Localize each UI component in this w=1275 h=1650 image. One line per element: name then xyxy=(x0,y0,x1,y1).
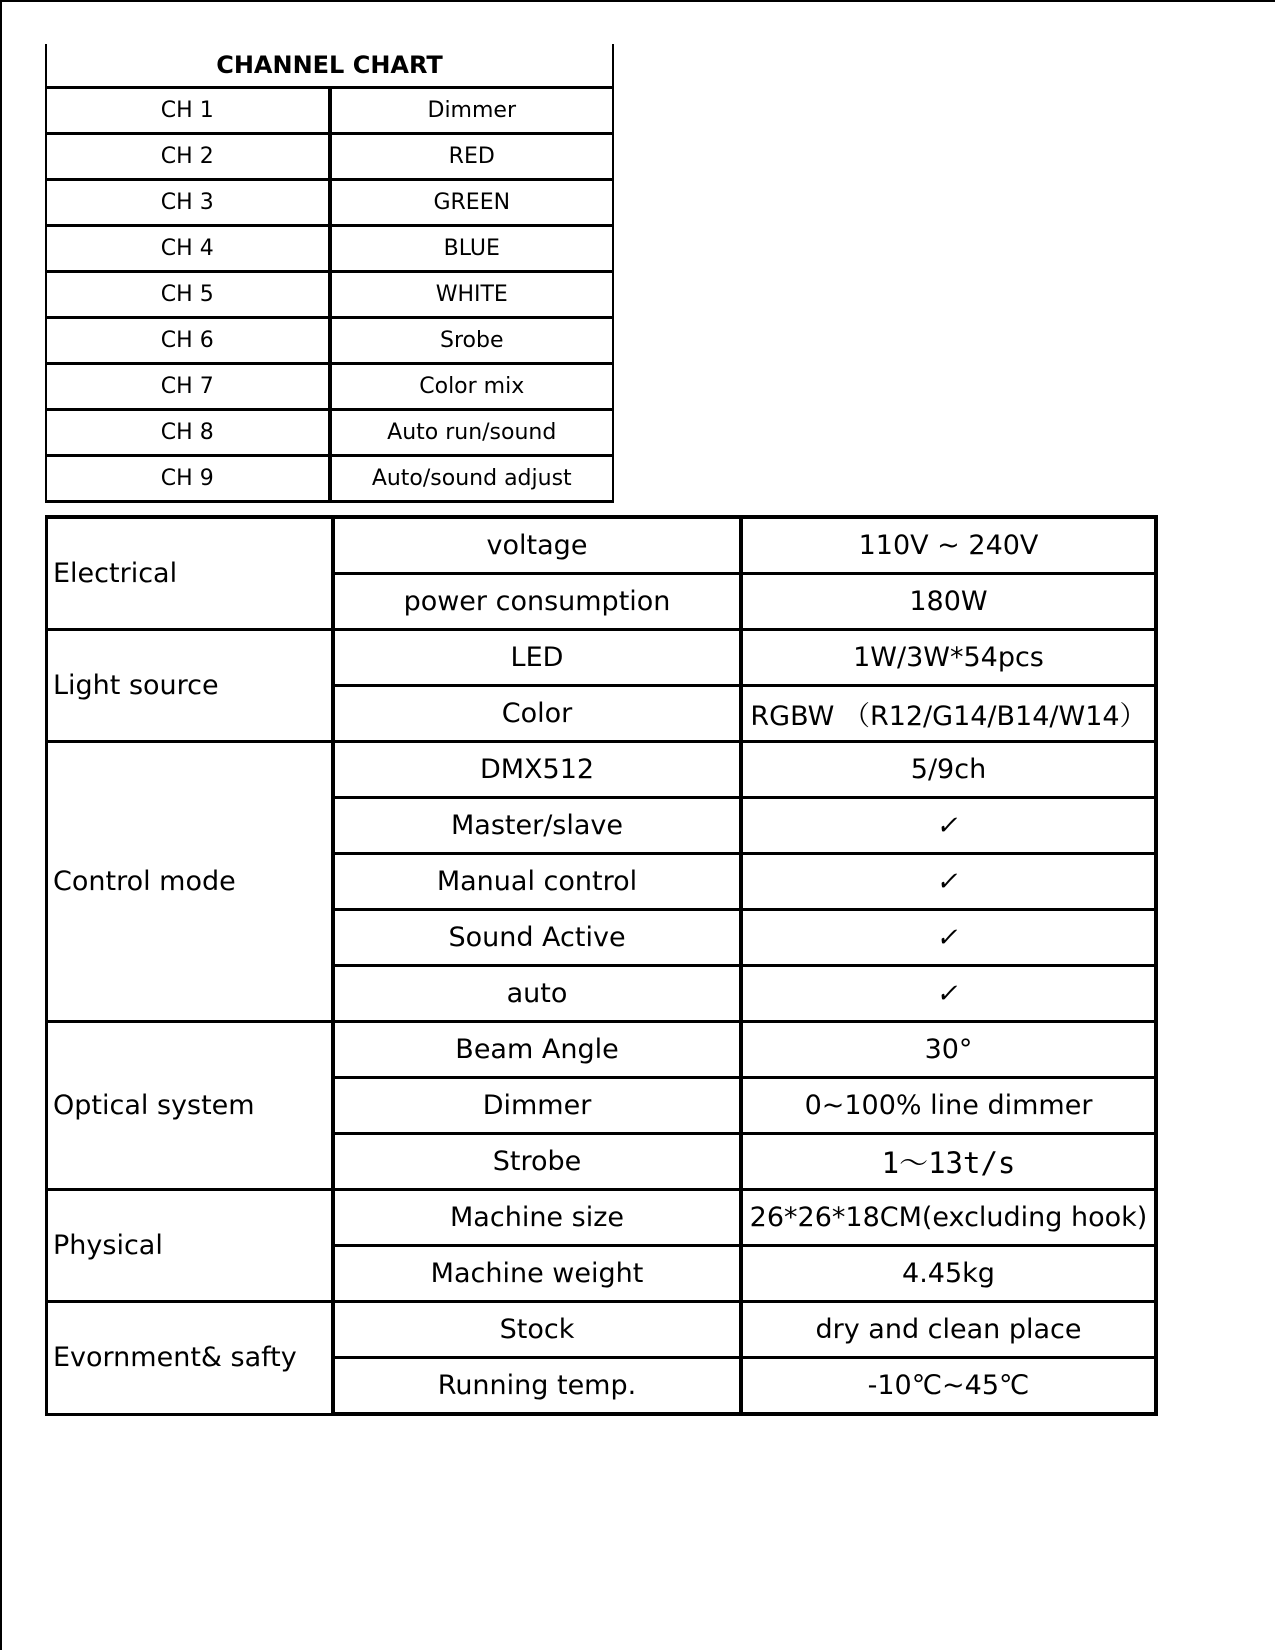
table-row xyxy=(46,318,613,364)
function-cell: Auto/sound adjust xyxy=(330,456,614,502)
param-cell: Sound Active xyxy=(333,910,741,966)
value-cell: 5/9ch xyxy=(741,742,1156,798)
table-row xyxy=(47,742,1157,798)
param-cell: Dimmer xyxy=(333,1078,741,1134)
value-cell: 110V ~ 240V xyxy=(741,517,1156,574)
function-cell: BLUE xyxy=(330,226,614,272)
channel-cell: CH 9 xyxy=(46,456,330,502)
table-row xyxy=(47,1022,1157,1078)
table-row xyxy=(47,1302,1157,1358)
function-cell: WHITE xyxy=(330,272,614,318)
channel-chart-table xyxy=(45,44,614,503)
param-cell: Running temp. xyxy=(333,1358,741,1415)
function-cell: RED xyxy=(330,134,614,180)
table-row xyxy=(46,364,613,410)
channel-cell: CH 4 xyxy=(46,226,330,272)
function-cell: Dimmer xyxy=(330,88,614,134)
channel-cell: CH 6 xyxy=(46,318,330,364)
param-cell: Strobe xyxy=(333,1134,741,1190)
strobe-value: 1～13t/s xyxy=(881,1146,1016,1180)
table-row xyxy=(47,630,1157,686)
table-row xyxy=(47,1190,1157,1246)
table-row xyxy=(46,226,613,272)
function-cell: GREEN xyxy=(330,180,614,226)
value-cell: 4.45kg xyxy=(741,1246,1156,1302)
category-light-source: Light source xyxy=(47,630,334,742)
value-cell xyxy=(741,1134,1156,1190)
param-cell: DMX512 xyxy=(333,742,741,798)
check-icon: ✓ xyxy=(934,811,963,841)
channel-cell: CH 5 xyxy=(46,272,330,318)
check-icon: ✓ xyxy=(934,923,963,953)
value-cell xyxy=(741,966,1156,1022)
check-icon: ✓ xyxy=(934,867,963,897)
channel-cell: CH 1 xyxy=(46,88,330,134)
category-environment: Evornment& safty xyxy=(47,1302,334,1415)
table-row xyxy=(46,272,613,318)
channel-chart-title: CHANNEL CHART xyxy=(46,44,613,88)
param-cell: Master/slave xyxy=(333,798,741,854)
param-cell: voltage xyxy=(333,517,741,574)
value-cell: RGBW （R12/G14/B14/W14） xyxy=(741,686,1156,742)
param-cell: auto xyxy=(333,966,741,1022)
function-cell: Auto run/sound xyxy=(330,410,614,456)
param-cell: Beam Angle xyxy=(333,1022,741,1078)
table-row xyxy=(46,134,613,180)
table-row xyxy=(47,517,1157,574)
category-optical-system: Optical system xyxy=(47,1022,334,1190)
param-cell: Machine size xyxy=(333,1190,741,1246)
channel-cell: CH 8 xyxy=(46,410,330,456)
table-row xyxy=(46,410,613,456)
check-icon: ✓ xyxy=(934,979,963,1009)
value-cell: 30° xyxy=(741,1022,1156,1078)
value-cell: dry and clean place xyxy=(741,1302,1156,1358)
channel-chart-title-row xyxy=(46,44,613,88)
value-cell xyxy=(741,798,1156,854)
value-cell: 1W/3W*54pcs xyxy=(741,630,1156,686)
function-cell: Color mix xyxy=(330,364,614,410)
value-cell: 26*26*18CM(excluding hook) xyxy=(741,1190,1156,1246)
category-physical: Physical xyxy=(47,1190,334,1302)
value-cell: -10℃~45℃ xyxy=(741,1358,1156,1415)
value-cell: 0~100% line dimmer xyxy=(741,1078,1156,1134)
category-control-mode: Control mode xyxy=(47,742,334,1022)
value-cell xyxy=(741,854,1156,910)
param-cell: LED xyxy=(333,630,741,686)
channel-cell: CH 3 xyxy=(46,180,330,226)
channel-cell: CH 2 xyxy=(46,134,330,180)
value-cell xyxy=(741,910,1156,966)
function-cell: Srobe xyxy=(330,318,614,364)
param-cell: Stock xyxy=(333,1302,741,1358)
value-cell: 180W xyxy=(741,574,1156,630)
table-row xyxy=(46,456,613,502)
param-cell: Manual control xyxy=(333,854,741,910)
param-cell: Color xyxy=(333,686,741,742)
channel-cell: CH 7 xyxy=(46,364,330,410)
param-cell: power consumption xyxy=(333,574,741,630)
table-row xyxy=(46,88,613,134)
spec-table xyxy=(45,515,1158,1416)
category-electrical: Electrical xyxy=(47,517,334,630)
table-row xyxy=(46,180,613,226)
param-cell: Machine weight xyxy=(333,1246,741,1302)
